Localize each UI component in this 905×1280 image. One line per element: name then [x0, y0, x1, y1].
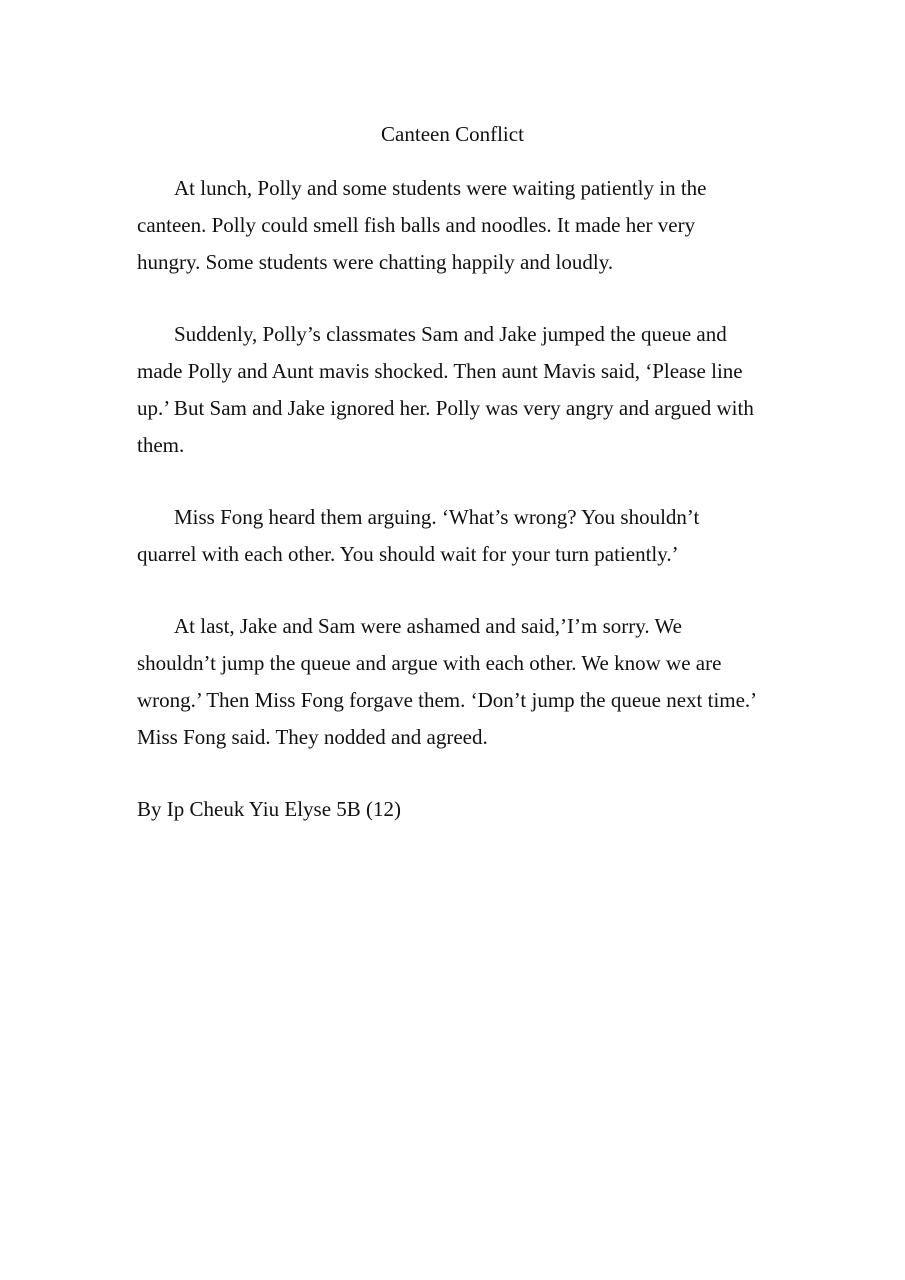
paragraph-line: wrong.’ Then Miss Fong forgave them. ‘Don’t jump the queue next time.’ — [137, 688, 758, 712]
paragraph-4 — [137, 608, 777, 756]
author-byline: By Ip Cheuk Yiu Elyse 5B (12) — [137, 797, 402, 821]
paragraph-line: quarrel with each other. You should wait for your turn patiently.’ — [137, 542, 679, 566]
paragraph-line: Suddenly, Polly’s classmates Sam and Jake jumped the queue and — [174, 322, 727, 346]
paragraph-line: them. — [137, 433, 185, 457]
paragraph-line: canteen. Polly could smell fish balls and noodles. It made her very — [137, 213, 696, 237]
paragraph-line: hungry. Some students were chatting happily and loudly. — [137, 250, 614, 274]
paragraph-line: shouldn’t jump the queue and argue with each other. We know we are — [137, 651, 722, 675]
paragraph-line: up.’ But Sam and Jake ignored her. Polly was very angry and argued with — [137, 396, 754, 420]
story-body — [137, 170, 777, 863]
paragraph-1 — [137, 170, 777, 281]
paragraph-line: Miss Fong said. They nodded and agreed. — [137, 725, 488, 749]
paragraph-line: At lunch, Polly and some students were waiting patiently in the — [174, 176, 707, 200]
paragraph-line: made Polly and Aunt mavis shocked. Then aunt Mavis said, ‘Please line — [137, 359, 743, 383]
paragraph-line: At last, Jake and Sam were ashamed and said,’I’m sorry. We — [174, 614, 682, 638]
paragraph-2 — [137, 316, 777, 464]
paragraph-line: Miss Fong heard them arguing. ‘What’s wrong? You shouldn’t — [174, 505, 700, 529]
document-title: Canteen Conflict — [381, 122, 524, 146]
paragraph-3 — [137, 499, 777, 573]
